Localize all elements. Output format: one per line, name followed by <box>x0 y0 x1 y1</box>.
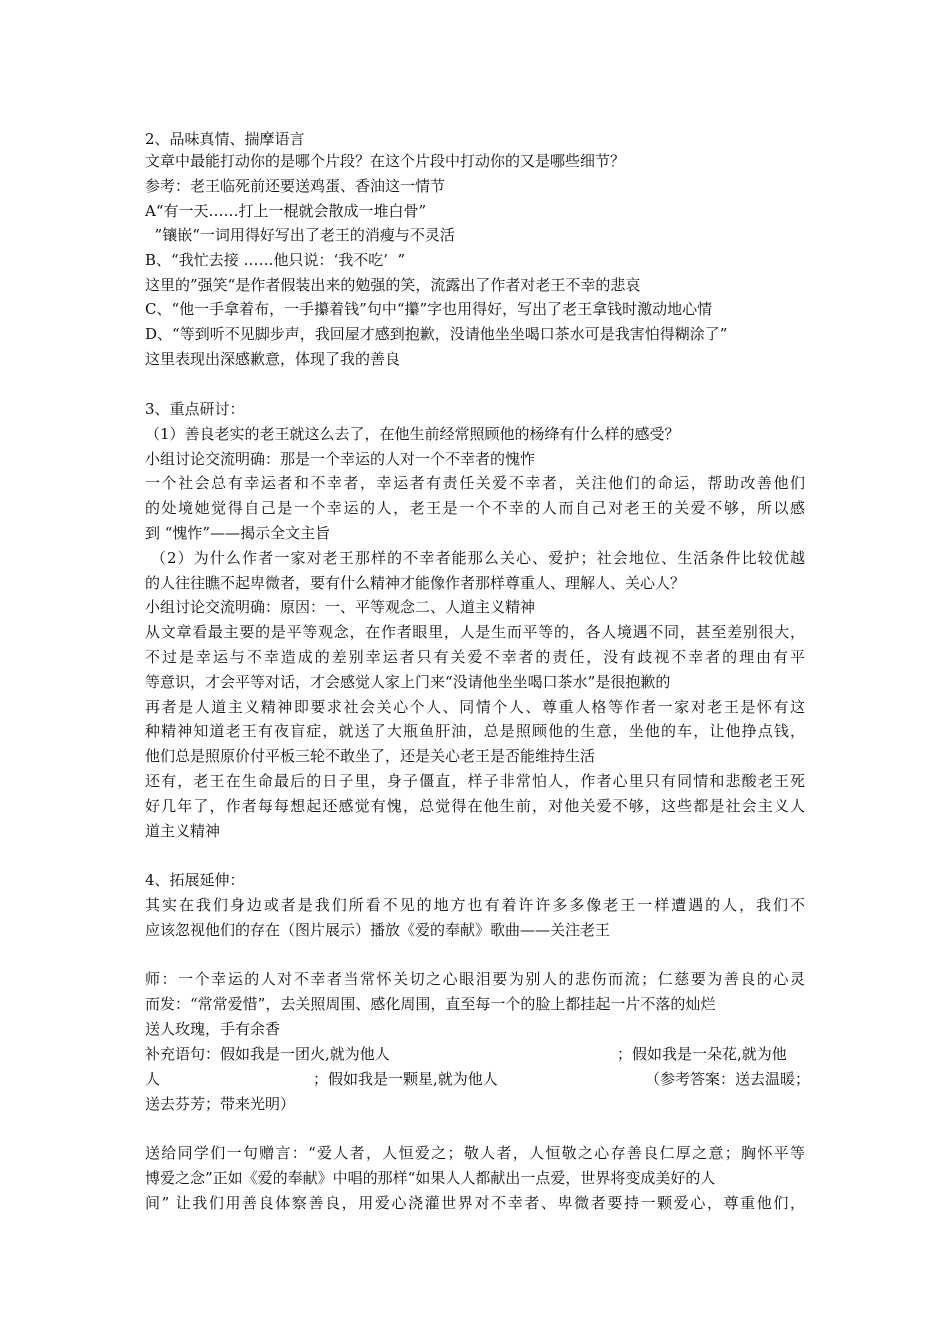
section-2-heading: 2、品味真情、揣摩语言 <box>145 130 305 148</box>
section-4-line: 其实在我们身边或者是我们所看不见的地方也有着许许多多像老王一样遭遇的人，我们不 <box>145 896 805 914</box>
section-2-line: C、“他一手拿着布，一手攥着钱”句中“攥”字也用得好，写出了老王拿钱时激动地心情 <box>145 300 713 318</box>
fill-in-prompt-2: ；假如我是一朵花,就为他 <box>617 1045 787 1063</box>
section-3-line: 到 “愧怍”——揭示全文主旨 <box>145 524 331 542</box>
section-3-line: 等意识，才会平等对话，才会感觉人家上门来“没请他坐坐喝口茶水”是很抱歉的 <box>145 673 671 691</box>
fill-in-prompt-1: 补充语句：假如我是一团火,就为他人 <box>145 1045 390 1063</box>
section-3-line: （1）善良老实的老王就这么去了，在他生前经常照顾他的杨绛有什么样的感受？ <box>145 425 680 443</box>
teacher-line: 而发：“常常爱惜”，去关照周围、感化周围，直至每一个的脸上都挂起一片不落的灿烂 <box>145 995 716 1013</box>
section-3-line: 好几年了，作者每每想起还感觉有愧，总觉得在他生前，对他关爱不够，这些都是社会主义人 <box>145 797 805 815</box>
section-2-line: B、“我忙去接 ……他只说：‘我不吃’ ” <box>145 251 406 269</box>
section-2-line: 文章中最能打动你的是哪个片段？在这个片段中打动你的又是哪些细节？ <box>145 152 626 170</box>
fill-in-prompt-4: ；假如我是一颗星,就为他人 <box>313 1070 498 1088</box>
section-3-line: 还有，老王在生命最后的日子里，身子僵直，样子非常怕人，作者心里只有同情和悲酸老王死 <box>145 772 805 790</box>
section-3-line: 一个社会总有幸运者和不幸者，幸运者有责任关爱不幸者，关注他们的命运，帮助改善他们 <box>145 474 805 492</box>
section-3-line: 的处境她觉得自己是一个幸运的人，老王是一个不幸的人而自己对老王的关爱不够，所以感 <box>145 499 805 517</box>
section-3-line: （2）为什么作者一家对老王那样的不幸者能那么关心、爱护；社会地位、生活条件比较优越 <box>145 549 805 567</box>
section-3-line: 小组讨论交流明确：那是一个幸运的人对一个不幸者的愧怍 <box>145 450 536 468</box>
section-2-line: 参考：老王临死前还要送鸡蛋、香油这一情节 <box>145 177 446 195</box>
teacher-line: 送人玫瑰，手有余香 <box>145 1020 281 1038</box>
section-3-line: 从文章看最主要的是平等观念，在作者眼里，人是生而平等的，各人境遇不同，甚至差别很大， <box>145 623 805 641</box>
section-3-line: 道主义精神 <box>145 822 221 840</box>
reference-answer: （参考答案：送去温暖； <box>645 1070 811 1088</box>
fill-in-prompt-3: 人 <box>145 1070 161 1088</box>
gift-line: 送给同学们一句赠言：“爱人者，人恒爱之；敬人者，人恒敬之心存善良仁厚之意；胸怀平等 <box>145 1144 805 1162</box>
section-3-line: 再者是人道主义精神即要求社会关心个人、同情个人、尊重人格等作者一家对老王是怀有这 <box>145 698 805 716</box>
section-2-line: 这里表现出深感歉意，体现了我的善良 <box>145 350 401 368</box>
section-3-line: 不过是幸运与不幸造成的差别幸运者只有关爱不幸者的责任，没有歧视不幸者的理由有平 <box>145 648 805 666</box>
reference-answer-cont: 送去芬芳；带来光明） <box>145 1095 296 1113</box>
section-2-line: D、“等到听不见脚步声，我回屋才感到抱歉，没请他坐坐喝口茶水可是我害怕得糊涂了” <box>145 325 728 343</box>
section-4-line: 应该忽视他们的存在（图片展示）播放《爱的奉献》歌曲——关注老王 <box>145 921 611 939</box>
teacher-line: 师：一个幸运的人对不幸者当常怀关切之心眼泪要为别人的悲伤而流；仁慈要为善良的心灵 <box>145 970 805 988</box>
section-2-line: ”镶嵌“一词用得好写出了老王的消瘦与不灵活 <box>145 226 455 244</box>
gift-line: 博爱之念”正如《爱的奉献》中唱的那样“如果人人都献出一点爱，世界将变成美好的人 <box>145 1169 716 1187</box>
section-3-line: 他们总是照原价付平板三轮不敢坐了，还是关心老王是否能维持生活 <box>145 747 596 765</box>
section-2-line: 这里的”强笑“是作者假装出来的勉强的笑，流露出了作者对老王不幸的悲哀 <box>145 276 641 294</box>
gift-line: 间” 让我们用善良体察善良，用爱心浇灌世界对不幸者、卑微者要持一颗爱心，尊重他们， <box>145 1194 805 1212</box>
section-4-heading: 4、拓展延伸： <box>145 871 245 889</box>
section-3-line: 小组讨论交流明确：原因：一、平等观念二、人道主义精神 <box>145 598 536 616</box>
section-3-line: 的人往往瞧不起卑微者，要有什么精神才能像作者那样尊重人、理解人、关心人？ <box>145 574 686 592</box>
section-2-line: A“有一天……打上一棍就会散成一堆白骨” <box>145 202 427 220</box>
section-3-line: 种精神知道老王有夜盲症，就送了大瓶鱼肝油，总是照顾他的生意，坐他的车，让他挣点钱， <box>145 722 805 740</box>
section-3-heading: 3、重点研讨： <box>145 400 245 418</box>
